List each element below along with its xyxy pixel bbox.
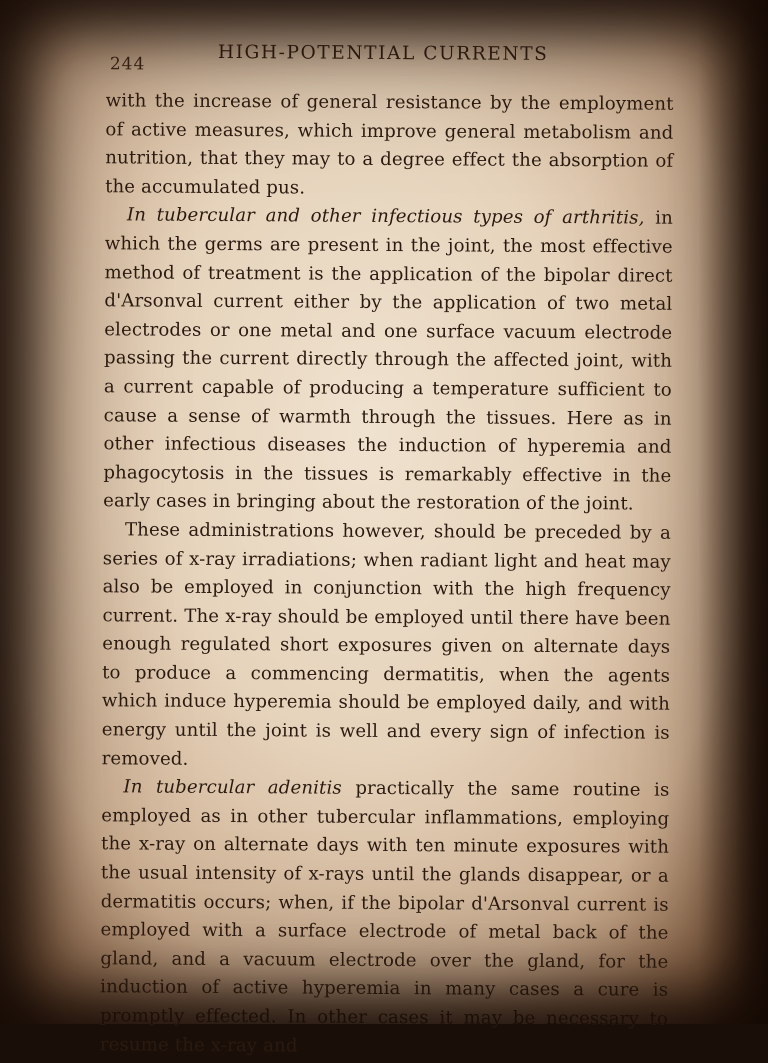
paragraph-lead-italic: In tubercular adenitis [123, 776, 342, 799]
page-number: 244 [109, 54, 146, 75]
running-title: HIGH-POTENTIAL CURRENTS [217, 41, 549, 65]
paragraph-text: These administrations however, should be preceded by a series of x-ray irradiations; when radiant light and heat may also be employed in conjunction with the high frequency current. The x-ray should be employed until there have been enough regulated short exposures given on alternate days to produce a commencing dermatitis, when the agents which induce hyperemia should be employed daily, and with energy until the joint is well and every sign of infection is removed. [101, 519, 672, 770]
paragraph-adenitis [100, 774, 670, 1063]
paragraph-text: practically the same routine is employed as in other tubercular inflammations, employing the x-ray on alternate days with ten minute exposures with the usual intensity of x-rays until the glands disappear, or a dermatitis occurs; when, if the bipolar d'Arsonval current is employed with a surface electrode of metal back of the gland, and a vacuum electrode over the gland, for the induction of active hyperemia in many cases a cure is promptly effected. In other cases it may be necessary to resume the x-ray and [99, 777, 670, 1057]
book-page [99, 38, 674, 1057]
paragraph-text: with the increase of general resistance by the employment of active measures, which improve general metabolism and nutrition, that they may to a degree effect the absorption of the accumulated pus. [105, 90, 674, 199]
body-text [100, 87, 674, 1063]
spine-shadow [698, 0, 768, 1024]
paragraph-lead-italic: In tubercular and other infectious types of arthritis, [126, 204, 645, 229]
paragraph-continuation [105, 87, 674, 205]
paragraph-x-ray-administrations [102, 516, 672, 777]
paragraph-arthritis [103, 202, 673, 520]
paragraph-text: in which the germs are present in the joint, the most effective method of treatment is the application of the bipolar direct d'Arsonval current either by the application of two metal electrodes or one metal and one surface vacuum electrode passing the current directly through the affected joint, with a current capable of producing a temperature sufficient to cause a sense of warmth through the tissues. Here as in other infectious diseases the induction of hyperemia and phagocytosis in the tissues is remarkably effective in the early cases in bringing about the restoration of the joint. [103, 207, 673, 515]
running-head [106, 38, 674, 81]
